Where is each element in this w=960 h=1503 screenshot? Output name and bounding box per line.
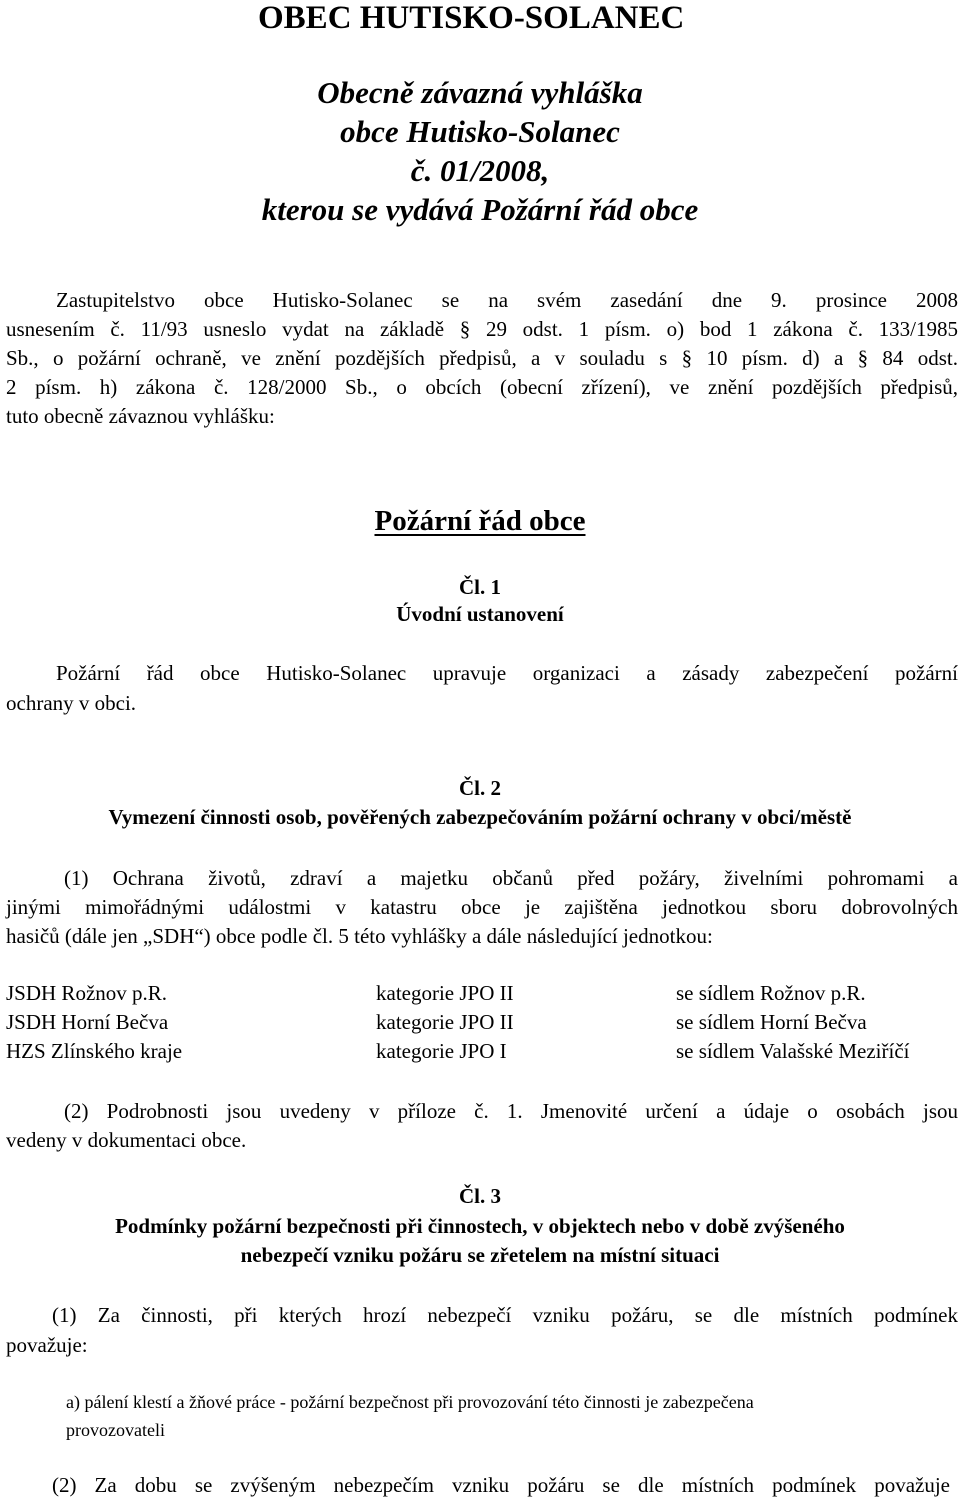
article-3-item-a-line-1: a) pálení klestí a žňové práce - požární bezpečnost při provozování této činnosti je zabezpečena [66,1392,754,1412]
article-3-para2-line-1: (2) Za dobu se zvýšeným nebezpečím vzniku požáru se dle místních podmínek považuje [52,1473,950,1497]
preamble-line-1: Zastupitelstvo obce Hutisko-Solanec se na svém zasedání dne 9. prosince 2008 [56,288,958,312]
article-3-para1-line-2: považuje: [6,1333,88,1357]
unit-category: kategorie JPO II [376,1010,514,1034]
preamble-line-5: tuto obecně závaznou vyhlášku: [6,404,275,428]
decree-title-line-3: č. 01/2008, [410,153,550,188]
article-3-title-line-1: Podmínky požární bezpečnosti při činnostech, v objektech nebo v době zvýšeného [115,1214,845,1238]
article-2-para1-line-2: jinými mimořádnými událostmi v katastru obce je zajištěna jednotkou sboru dobrovolných [6,895,958,919]
article-1-title: Úvodní ustanovení [396,602,564,626]
article-3-para1-line-1: (1) Za činnosti, při kterých hrozí nebezpečí vzniku požáru, se dle místních podmínek [52,1303,958,1327]
unit-row [6,1039,958,1064]
unit-row [6,1010,958,1035]
decree-title-line-2: obce Hutisko-Solanec [340,114,620,149]
unit-name: HZS Zlínského kraje [6,1039,183,1063]
preamble-line-4: 2 písm. h) zákona č. 128/2000 Sb., o obcích (obecní zřízení), ve znění pozdějších předpisů, [6,375,958,399]
decree-title-line-1: Obecně závazná vyhláška [317,75,643,110]
decree-title-line-4: kterou se vydává Požární řád obce [261,192,699,227]
municipality-title: OBEC HUTISKO-SOLANEC [258,0,685,36]
article-2-para1-line-3: hasičů (dále jen „SDH“) obce podle čl. 5 této vyhlášky a dále následující jednotkou: [6,924,713,948]
preamble-line-2: usnesením č. 11/93 usneslo vydat na základě § 29 odst. 1 písm. o) bod 1 zákona č. 133/1985 [6,317,958,341]
unit-name: JSDH Horní Bečva [6,1010,169,1034]
unit-seat: se sídlem Valašské Meziříčí [676,1039,910,1063]
unit-category: kategorie JPO II [376,981,514,1005]
article-3-title-line-2: nebezpečí vzniku požáru se zřetelem na místní situaci [240,1243,720,1267]
article-2-para1-line-1: (1) Ochrana životů, zdraví a majetku občanů před požáry, živelními pohromami a [64,866,958,890]
article-2-title: Vymezení činnosti osob, pověřených zabezpečováním požární ochrany v obci/městě [108,805,852,829]
article-2-para2-line-1: (2) Podrobnosti jsou uvedeny v příloze č. 1. Jmenovité určení a údaje o osobách jsou [64,1099,958,1123]
article-1-line-1: Požární řád obce Hutisko-Solanec upravuje organizaci a zásady zabezpečení požární [56,661,958,685]
main-heading: Požární řád obce [374,505,586,537]
article-2-number: Čl. 2 [459,776,501,800]
unit-row [6,981,958,1006]
unit-name: JSDH Rožnov p.R. [6,981,168,1005]
article-1-number: Čl. 1 [459,575,501,599]
article-2-para2-line-2: vedeny v dokumentaci obce. [6,1128,247,1152]
article-1-line-2: ochrany v obci. [6,691,137,715]
preamble-line-3: Sb., o požární ochraně, ve znění pozdějších předpisů, a v souladu s § 10 písm. d) a § 84 odst. [6,346,958,370]
unit-seat: se sídlem Rožnov p.R. [676,981,866,1005]
article-3-item-a-line-2: provozovateli [66,1420,165,1440]
unit-category: kategorie JPO I [376,1039,507,1063]
unit-seat: se sídlem Horní Bečva [676,1010,867,1034]
article-3-number: Čl. 3 [459,1184,501,1208]
